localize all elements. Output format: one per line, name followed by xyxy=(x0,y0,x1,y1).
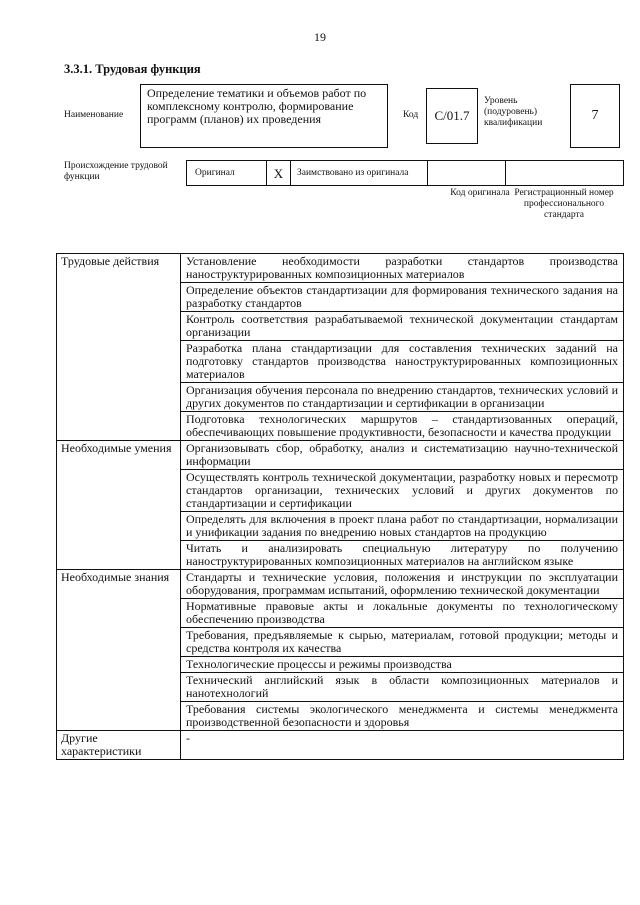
item-cell: Контроль соответствия разрабатываемой технической документации стандартам организации xyxy=(181,312,624,341)
function-name-box: Определение тематики и объемов работ по комплексному контролю, формирование программ (планов) их проведения xyxy=(140,84,388,148)
category-cell: Другие характеристики xyxy=(57,731,181,760)
level-value-box: 7 xyxy=(570,84,620,148)
item-cell: Разработка плана стандартизации для составления технических заданий на подготовку стандартов производства наноструктурированных композиционных материалов xyxy=(181,341,624,383)
item-cell: Требования, предъявляемые к сырью, материалам, готовой продукции; методы и средства контроля их качества xyxy=(181,628,624,657)
item-cell: Определение объектов стандартизации для формирования технического задания на разработку стандартов xyxy=(181,283,624,312)
item-cell: Стандарты и технические условия, положения и инструкции по эксплуатации оборудования, программам испытаний, оформлению технической документации xyxy=(181,570,624,599)
origin-row xyxy=(186,160,624,186)
category-cell: Трудовые действия xyxy=(57,254,181,441)
item-cell: Организовывать сбор, обработку, анализ и систематизацию научно-технической информации xyxy=(181,441,624,470)
registration-number-caption: Регистрационный номер профессионального стандарта xyxy=(514,188,614,220)
item-cell: Установление необходимости разработки стандартов производства наноструктурированных композиционных материалов xyxy=(181,254,624,283)
origin-label: Происхождение трудовой функции xyxy=(64,161,168,182)
level-label: Уровень (подуровень) квалификации xyxy=(484,96,543,128)
item-cell: Нормативные правовые акты и локальные документы по технологическому обеспечению производства xyxy=(181,599,624,628)
page-number: 19 xyxy=(314,30,326,44)
code-label: Код xyxy=(403,110,419,120)
code-original-caption: Код оригинала xyxy=(450,188,510,198)
item-cell: Требования системы экологического менеджмента и системы менеджмента производственной безопасности и здоровья xyxy=(181,702,624,731)
original-mark: X xyxy=(267,161,291,185)
item-cell: Читать и анализировать специальную литературу по получению наноструктурированных композиционных материалов на английском языке xyxy=(181,541,624,570)
table-row xyxy=(57,254,624,283)
category-cell: Необходимые умения xyxy=(57,441,181,570)
table-row xyxy=(57,441,624,470)
original-cell: Оригинал xyxy=(187,161,267,185)
code-original-cell xyxy=(428,161,506,185)
table-row xyxy=(57,570,624,599)
item-cell: Подготовка технологических маршрутов – стандартизованных операций, обеспечивающих повышение продуктивности, безопасности и качества продукции xyxy=(181,412,624,441)
registration-number-cell xyxy=(506,161,623,185)
function-details-table xyxy=(56,253,624,760)
table-row xyxy=(57,731,624,760)
name-label: Наименование xyxy=(64,110,124,120)
item-cell: Организация обучения персонала по внедрению стандартов, технических условий и других документов по стандартизации и сертификации в организации xyxy=(181,383,624,412)
code-value-box: С/01.7 xyxy=(426,88,478,144)
category-cell: Необходимые знания xyxy=(57,570,181,731)
section-title: 3.3.1. Трудовая функция xyxy=(64,62,201,76)
item-cell: Осуществлять контроль технической документации, разработку новых и пересмотр стандартов организации, технических условий и других документов по стандартизации и сертификации xyxy=(181,470,624,512)
item-cell: Технический английский язык в области композиционных материалов и нанотехнологий xyxy=(181,673,624,702)
item-cell: - xyxy=(181,731,624,760)
item-cell: Определять для включения в проект плана работ по стандартизации, нормализации и унификации задания по внедрению новых стандартов на продукцию xyxy=(181,512,624,541)
item-cell: Технологические процессы и режимы производства xyxy=(181,657,624,673)
borrowed-cell: Заимствовано из оригинала xyxy=(291,161,428,185)
